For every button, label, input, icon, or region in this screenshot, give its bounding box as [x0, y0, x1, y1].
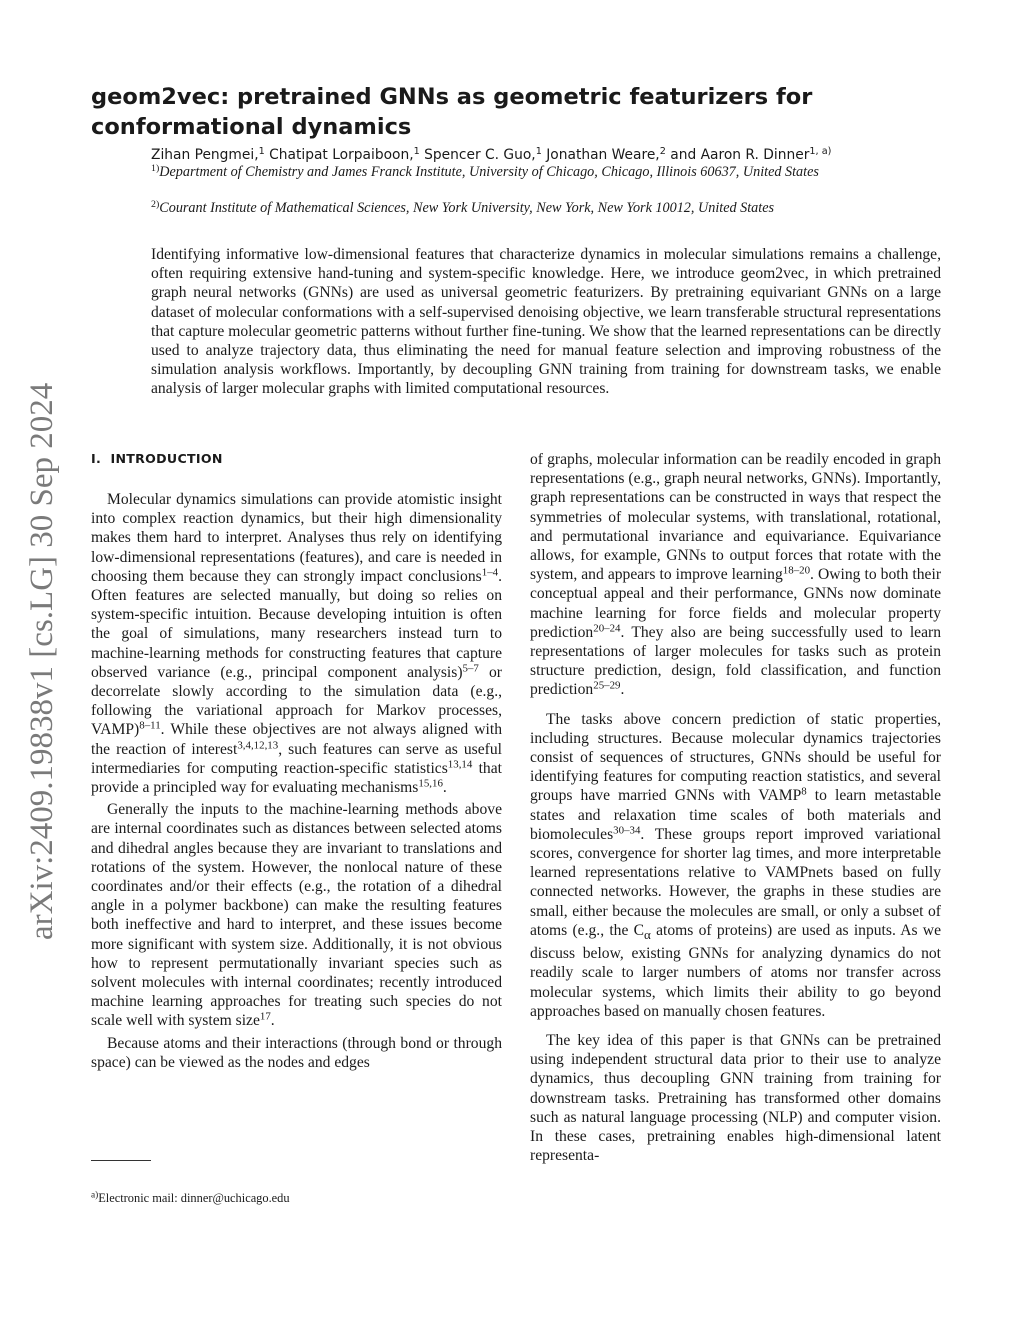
affiliation-2 — [151, 199, 891, 217]
text-run: . Often features are selected manually, but doing so relies on system-specific intuition. Because developing intuition is often the goal of simulations, many researchers instead turn to machine-learning methods for constructing features that capture observed variance (e.g., principal component analysis) — [91, 567, 502, 681]
right-column — [530, 450, 941, 1165]
text-run: , such features can serve as useful intermediaries for computing reaction-specific statistics — [91, 740, 502, 777]
body-paragraph — [91, 1034, 502, 1072]
author-list — [151, 146, 911, 164]
body-paragraph — [530, 450, 941, 700]
citation-superscript: 13,14 — [447, 758, 473, 771]
citation-superscript: 30–34 — [613, 824, 641, 837]
affiliation-number: 1) — [151, 163, 160, 175]
author: Chatipat Lorpaiboon, — [264, 147, 414, 163]
text-run: of graphs, molecular information can be readily encoded in graph representations (e.g., graph neural networks, GNNs). Importantly, graph representations can be constructed in ways that respect the symmetries of molecular systems, with translational, rotational, and permutational invariance and equivariance. Equivariance allows, for example, GNNs to output forces that rotate with the system, and appears to improve learning — [530, 451, 941, 584]
text-run: . Owing to both their conceptual appeal and their performance, GNNs now dominate machine learning for force fields and molecular property prediction — [530, 566, 942, 641]
abstract: Identifying informative low-dimensional features that characterize dynamics in molecular simulations remains a challenge, often requiring extensive hand-tuning and system-specific knowledge. Here, we introduce geom2vec, in which pretrained graph neural networks (GNNs) are used as universal geometric featurizers. By pretraining equivariant GNNs on a large dataset of molecular conformations with a self-supervised denoising objective, we learn transferable structural representations that capture molecular geometric patterns without further fine-tuning. We show that the learned representations can be directly used to analyze trajectory data, thus eliminating the need for manual feature selection and improving robustness of the simulation analysis workflows. Importantly, by decoupling GNN training from training for downstream tasks, we enable analysis of larger molecular graphs with limited computational resources. — [151, 246, 941, 398]
text-run: or decorrelate slowly according to the simulation data (e.g., following the variational approach for Markov processes, VAMP) — [91, 663, 502, 739]
citation-superscript: 5–7 — [462, 662, 479, 675]
affiliation-mark: 1 — [413, 146, 420, 158]
citation-superscript: 15,16 — [418, 777, 443, 790]
section-heading-introduction — [91, 451, 223, 466]
citation-superscript: 25–29 — [593, 679, 621, 692]
text-run: that provide a principled way for evaluating mechanisms — [91, 759, 502, 797]
text-run: . While these objectives are not always aligned with the reaction of interest — [91, 721, 502, 758]
affiliation-number: 2) — [151, 199, 160, 211]
footnote-mark: a) — [91, 1190, 99, 1201]
citation-superscript: 18–20 — [782, 564, 811, 577]
citation-superscript: 8 — [801, 786, 807, 798]
citation-superscript: 20–24 — [593, 622, 621, 635]
affiliation-mark: 1 — [258, 146, 265, 158]
text-run: . — [270, 1012, 275, 1030]
text-run: Molecular dynamics simulations can provide atomistic insight into complex reaction dynamics, but their high dimensionality makes them hard to interpret. Analyses thus rely on identifying low-dimensional representations (features), and care is needed in choosing them because they can strongly impact conclusions — [91, 491, 502, 585]
subscript: α — [644, 926, 651, 942]
section-number: I. — [91, 451, 102, 466]
affiliation-mark: 1 — [535, 146, 542, 158]
section-title: INTRODUCTION — [110, 451, 223, 466]
text-run: The key idea of this paper is that GNNs can be pretrained using independent structural data prior to their use to analyze dynamics, thus decoupling GNN training from training for downstream tasks. Pretraining has transformed other domains such as natural language processing (NLP) and computer vision. In these cases, pretraining enables high-dimensional latent representa- — [530, 1032, 941, 1165]
text-run: . — [442, 779, 447, 797]
affiliation-mark: 2 — [659, 146, 666, 158]
affiliation-1 — [151, 163, 891, 181]
body-paragraph — [530, 710, 941, 1021]
body-paragraph — [91, 490, 502, 797]
author: and Aaron R. Dinner — [665, 147, 810, 163]
text-run: atoms of proteins) are used as inputs. As we discuss below, existing GNNs for analyzing dynamics do not readily scale to larger numbers of atoms nor transfer across molecular systems, which limits their ability to go beyond approaches based on manually chosen features. — [530, 921, 941, 1020]
author: Jonathan Weare, — [541, 147, 660, 163]
paper-title: geom2vec: pretrained GNNs as geometric featurizers for conformational dynamics — [91, 84, 813, 140]
footnote-text: Electronic mail: dinner@uchicago.edu — [98, 1191, 290, 1205]
text-run: . These groups report improved variational scores, convergence for shorter lag times, and more interpretable learned representations relative to VAMPnets based on fully connected networks. However, the graphs in these studies are small, either because the molecules are small, or only a subset of atoms (e.g., the C — [530, 825, 941, 939]
body-paragraph — [91, 800, 502, 1030]
footnote-rule — [91, 1160, 151, 1161]
text-run: The tasks above concern prediction of static properties, including structures. Because molecular dynamics trajectories consist of sequences of structures, GNNs should be useful for identifying features for computing reaction statistics, and several groups have married GNNs with VAMP — [530, 710, 941, 805]
left-column — [91, 490, 502, 1072]
body-paragraph — [530, 1031, 941, 1165]
author: Spencer C. Guo, — [419, 147, 536, 163]
citation-superscript: 17 — [259, 1011, 271, 1024]
text-run: to learn metastable states and relaxation time scales of both materials and biomolecules — [530, 787, 941, 843]
affiliation-text: Department of Chemistry and James Franck Institute, University of Chicago, Chicago, Illinois 60637, United States — [159, 164, 819, 180]
footnote — [91, 1191, 290, 1206]
text-run: . They also are being successfully used to learn representations of larger molecules for tasks such as protein structure prediction, design, fold classification, and function prediction — [530, 623, 941, 699]
affiliation-mark: 1, a) — [809, 146, 832, 158]
citation-superscript: 1–4 — [481, 566, 499, 579]
citation-superscript: 8–11 — [139, 719, 161, 732]
text-run: Because atoms and their interactions (through bond or through space) can be viewed as the nodes and edges — [91, 1034, 502, 1071]
affiliation-text: Courant Institute of Mathematical Sciences, New York University, New York, New York 10012, United States — [159, 200, 775, 216]
arxiv-identifier-stamp: arXiv:2409.19838v1 [cs.LG] 30 Sep 2024 — [24, 382, 60, 940]
citation-superscript: 3,4,12,13 — [237, 739, 279, 752]
text-run: . — [620, 681, 625, 699]
text-run: Generally the inputs to the machine-learning methods above are internal coordinates such as distances between selected atoms and dihedral angles because they are invariant to translations and rotations of the system. However, the nonlocal nature of these coordinates and/or their effects (e.g., the rotation of a dihedral angle in a polymer backbone) can make the resulting features both ineffective and hard to interpret, and these issues become more significant with system size. Additionally, it is not obvious how to represent permutationally invariant species such as solvent molecules with internal coordinates; recently introduced machine learning approaches for treating such species do not scale well with system size — [91, 801, 502, 1030]
author: Zihan Pengmei, — [151, 147, 259, 163]
